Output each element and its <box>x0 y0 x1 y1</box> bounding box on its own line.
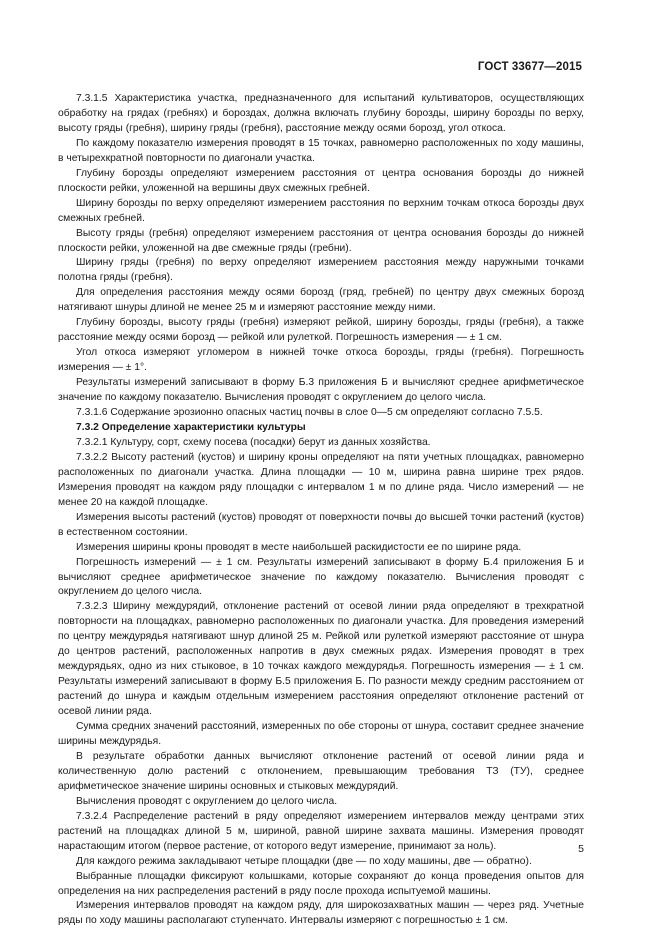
paragraph: Для каждого режима закладывают четыре площадки (две — по ходу машины, две — обратно). <box>76 855 532 867</box>
paragraph: Угол откоса измеряют угломером в нижней точке откоса борозды, гряды (гребня). Погрешность измерения — ± 1°. <box>58 347 584 374</box>
standard-header: ГОСТ 33677—2015 <box>477 61 582 73</box>
paragraph: 7.3.2.2 Высоту растений (кустов) и ширину кроны определяют на пяти учетных площадках, равномерно расположенных по диагонали участка. Длина площадки — 10 м, ширина равна ширине трех рядов. Измерения проводят на каждом ряду площадки с интервалом 1 м по длине ряда. Число измерений — не менее 20 на каждой площадке. <box>58 451 584 508</box>
paragraph: Ширину борозды по верху определяют измерением расстояния по верхним точкам откоса борозды двух смежных гребней. <box>58 197 584 224</box>
paragraph: По каждому показателю измерения проводят в 15 точках, равномерно расположенных по ходу машины, в четырехкратной повторности по диагонали участка. <box>58 137 584 164</box>
paragraph: Измерения высоты растений (кустов) проводят от поверхности почвы до высшей точки растений (кустов) в естественном состоянии. <box>58 511 584 538</box>
paragraph: В результате обработки данных вычисляют отклонение растений от осевой линии ряда и количественную долю растений с отклонением, превышающим требования ТЗ (ТУ), среднее арифметическое значение ширины основных и стыковых междурядий. <box>58 750 584 792</box>
page-number: 5 <box>578 843 584 855</box>
paragraph: Высоту гряды (гребня) определяют измерением расстояния от центра основания борозды до нижней плоскости рейки, уложенной на две смежные гряды (гребни). <box>58 227 584 254</box>
paragraph: 7.3.2.3 Ширину междурядий, отклонение растений от осевой линии ряда определяют в трехкратной повторности на площадках, равномерно расположенных по диагонали участка. Для проведения измерений по центру междурядья натягивают шнур длиной 25 м. Рейкой или рулеткой измеряют расстояние от шнура до центров растений, расположенных напротив в двух смежных рядах. Измерения проводят в трех междурядьях, одно из них стыковое, в 10 точках каждого междурядья. Погрешность измерения — ± 1 см. Результаты измерений записывают в форму Б.5 приложения Б. По разности между средним расстоянием от растений до шнура и каждым отдельным измерением расстояния определяют отклонение растений от осевой линии ряда. <box>58 601 584 718</box>
paragraph: 7.3.1.5 Характеристика участка, предназначенного для испытаний культиваторов, осуществляющих обработку на грядах (гребнях) и бороздах, должна включать глубину борозды, ширину борозды по верху, высоту гряды (гребня), ширину гряды (гребня), расстояние между осями борозд, угол откоса. <box>58 93 584 134</box>
paragraph: Ширину гряды (гребня) по верху определяют измерением расстояния между наружными точками полотна гряды (гребня). <box>58 257 584 284</box>
paragraph: Глубину борозды, высоту гряды (гребня) измеряют рейкой, ширину борозды, гряды (гребня), а также расстояние между осями борозд — рейкой или рулеткой. Погрешность измерения — ± 1 см. <box>58 317 584 344</box>
section-heading: 7.3.2 Определение характеристики культуры <box>76 421 306 433</box>
paragraph: Результаты измерений записывают в форму Б.3 приложения Б и вычисляют среднее арифметическое значение по каждому показателю. Вычисления проводят с округлением до целого числа. <box>58 377 584 404</box>
paragraph: Глубину борозды определяют измерением расстояния от центра основания борозды до нижней плоскости рейки, уложенной на вершины двух смежных гребней. <box>58 167 584 194</box>
paragraph: Измерения интервалов проводят на каждом ряду, для широкозахватных машин — через ряд. Учетные ряды по ходу машины располагают ступенчато. Интервалы измеряют с погрешностью ± 1 см. <box>58 900 584 927</box>
paragraph: Сумма средних значений расстояний, измеренных по обе стороны от шнура, составит среднее значение ширины междурядья. <box>58 721 584 747</box>
paragraph: Погрешность измерений — ± 1 см. Результаты измерений записывают в форму Б.4 приложения Б и вычисляют среднее арифметическое значение по каждому показателю. Вычисления проводят с округлением до целого числа. <box>58 556 584 598</box>
paragraph: 7.3.2.4 Распределение растений в ряду определяют измерением интервалов между центрами этих растений на площадках длиной 5 м, шириной, равной ширине захвата машины. Измерения проводят нарастающим итогом (первое растение, от которого ведут измерение, принимают за ноль). <box>58 810 584 852</box>
paragraph: 7.3.1.6 Содержание эрозионно опасных частиц почвы в слое 0—5 см определяют согласно 7.5.5. <box>76 407 543 419</box>
paragraph: Выбранные площадки фиксируют колышками, которые сохраняют до конца проведения опытов для определения на них распределения растений в ряду после прохода испытуемой машины. <box>58 870 584 897</box>
body-text <box>58 92 584 929</box>
paragraph: 7.3.2.1 Культуру, сорт, схему посева (посадки) берут из данных хозяйства. <box>76 436 431 448</box>
paragraph: Вычисления проводят с округлением до целого числа. <box>76 795 338 807</box>
paragraph: Для определения расстояния между осями борозд (гряд, гребней) по центру двух смежных борозд натягивают шнуры длиной не менее 25 м и измеряют расстояние между ними. <box>58 287 584 314</box>
paragraph: Измерения ширины кроны проводят в месте наибольшей раскидистости ее по ширине ряда. <box>76 541 522 553</box>
